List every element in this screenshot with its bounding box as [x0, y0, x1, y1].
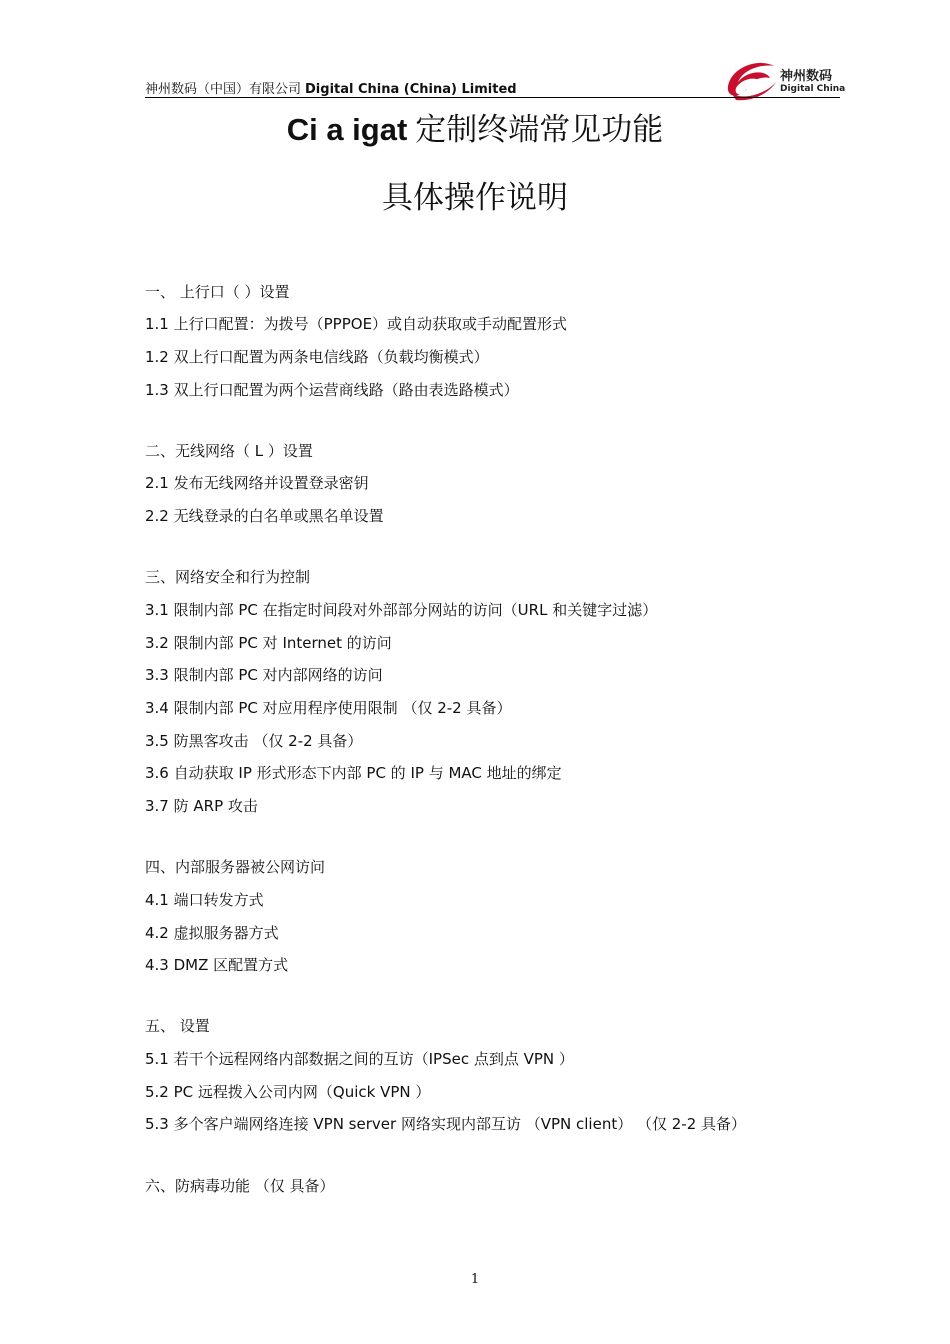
list-item: 4.2 虚拟服务器方式	[145, 924, 279, 942]
list-item: 1.1 上行口配置：为拨号（PPPOE）或自动获取或手动配置形式	[145, 315, 568, 333]
section-heading: 五、 设置	[145, 1017, 210, 1035]
list-item: 5.1 若干个远程网络内部数据之间的互访（IPSec 点到点 VPN ）	[145, 1050, 574, 1068]
section-heading: 六、防病毒功能 （仅 具备）	[145, 1177, 335, 1195]
list-item: 2.1 发布无线网络并设置登录密钥	[145, 474, 369, 492]
list-item: 3.4 限制内部 PC 对应用程序使用限制 （仅 2-2 具备）	[145, 699, 512, 717]
logo-name-en: Digital China	[780, 84, 846, 94]
header-rule	[145, 97, 840, 98]
section-heading: 一、 上行口（ ）设置	[145, 283, 290, 301]
section-heading: 二、无线网络（ L ）设置	[145, 442, 313, 460]
section-heading: 四、内部服务器被公网访问	[145, 858, 326, 876]
list-item: 4.1 端口转发方式	[145, 891, 264, 909]
document-title-line1	[0, 104, 950, 149]
list-item: 3.7 防 ARP 攻击	[145, 797, 258, 815]
title-cn: 定制终端常见功能	[415, 112, 664, 148]
list-item: 5.2 PC 远程拨入公司内网（Quick VPN ）	[145, 1083, 431, 1101]
header-company-en: Digital China (China) Limited	[305, 82, 517, 97]
list-item: 3.3 限制内部 PC 对内部网络的访问	[145, 666, 383, 684]
title-en: Ci a igat	[286, 112, 408, 147]
list-item: 1.2 双上行口配置为两条电信线路（负载均衡模式）	[145, 348, 489, 366]
header-company-cn: 神州数码（中国）有限公司	[145, 82, 302, 97]
list-item: 5.3 多个客户端网络连接 VPN server 网络实现内部互访 （VPN client） （仅 2-2 具备）	[145, 1115, 747, 1133]
list-item: 4.3 DMZ 区配置方式	[145, 956, 289, 974]
list-item: 3.2 限制内部 PC 对 Internet 的访问	[145, 634, 392, 652]
header-company	[145, 78, 517, 97]
list-item: 3.1 限制内部 PC 在指定时间段对外部部分网站的访问（URL 和关键字过滤）	[145, 601, 658, 619]
page-number: 1	[470, 1272, 480, 1287]
list-item: 1.3 双上行口配置为两个运营商线路（路由表选路模式）	[145, 381, 519, 399]
list-item: 3.6 自动获取 IP 形式形态下内部 PC 的 IP 与 MAC 地址的绑定	[145, 764, 562, 782]
section-heading: 三、网络安全和行为控制	[145, 568, 311, 586]
list-item: 3.5 防黑客攻击 （仅 2-2 具备）	[145, 732, 363, 750]
list-item: 2.2 无线登录的白名单或黑名单设置	[145, 507, 384, 525]
logo-name-cn: 神州数码	[780, 69, 833, 84]
document-title-line2: 具体操作说明	[382, 180, 568, 216]
